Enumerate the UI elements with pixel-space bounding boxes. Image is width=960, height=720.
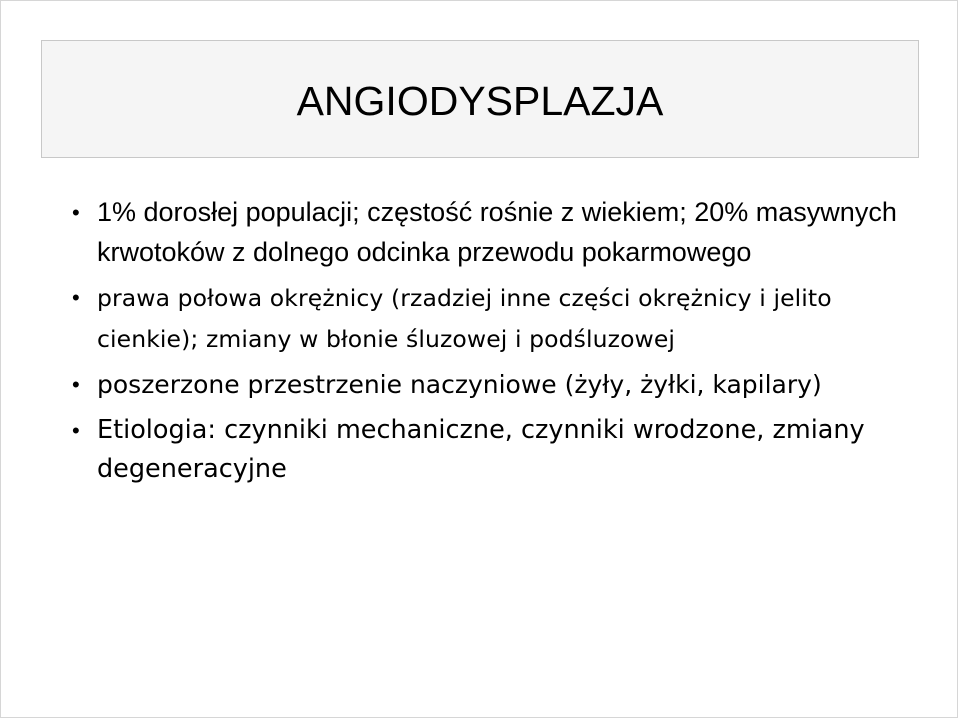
bullet-text: prawa połowa okrężnicy (rzadziej inne części okrężnicy i jelito cienkie); zmiany w błonie śluzowej i podśluzowej	[97, 284, 832, 353]
bullet-marker: •	[72, 285, 80, 310]
slide-title: ANGIODYSPLAZJA	[296, 77, 664, 124]
bullet-item	[72, 411, 912, 489]
bullet-marker: •	[72, 372, 80, 397]
bullet-text: poszerzone przestrzenie naczyniowe (żyły, żyłki, kapilary)	[97, 370, 822, 399]
bullet-list	[72, 193, 912, 495]
bullet-item	[72, 365, 912, 405]
bullet-text: 1% dorosłej populacji; częstość rośnie z wiekiem; 20% masywnych krwotoków z dolnego odcinka przewodu pokarmowego	[97, 197, 897, 267]
bullet-item	[72, 278, 912, 359]
bullet-text: Etiologia: czynniki mechaniczne, czynniki wrodzone, zmiany degeneracyjne	[97, 414, 865, 484]
bullet-marker: •	[72, 417, 80, 443]
bullet-marker: •	[72, 200, 80, 225]
title-box	[41, 40, 919, 158]
bullet-item	[72, 193, 912, 272]
